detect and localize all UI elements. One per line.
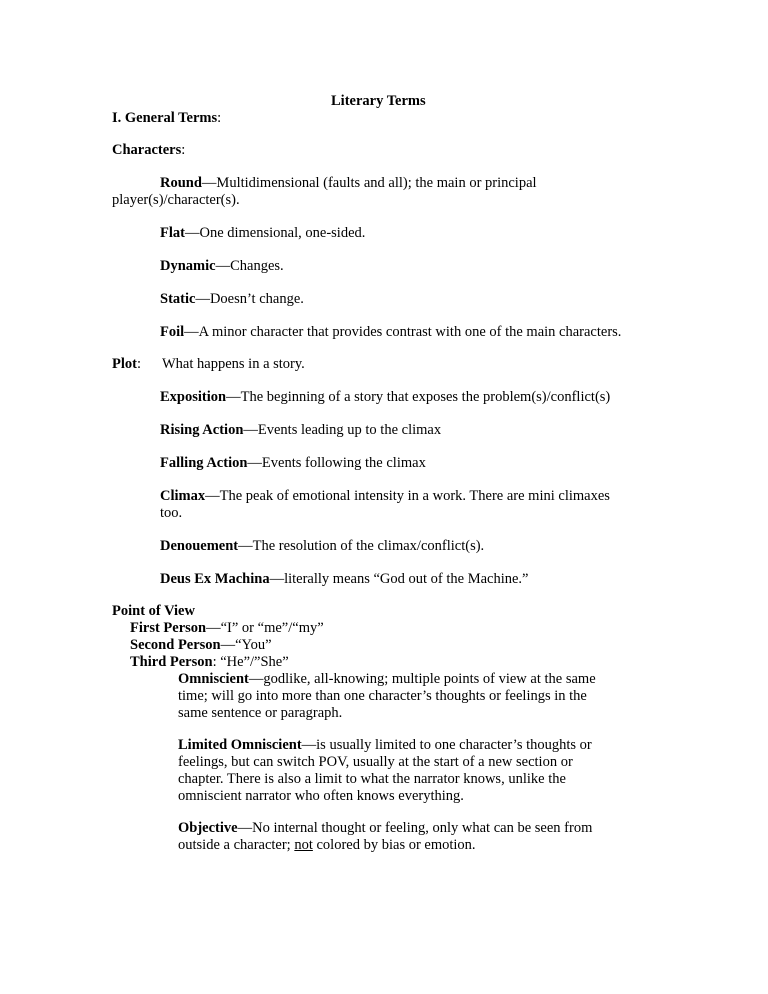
term-falling-action: Falling Action—Events following the climax	[160, 455, 426, 471]
term-flat: Flat—One dimensional, one-sided.	[160, 225, 366, 241]
term-climax-continued: too.	[160, 505, 183, 521]
term-omniscient-line3: same sentence or paragraph.	[178, 705, 343, 721]
page-title: Literary Terms	[331, 93, 426, 109]
term-first-person: First Person—“I” or “me”/“my”	[130, 620, 324, 636]
term-limited-omniscient-line3: chapter. There is also a limit to what the narrator knows, unlike the	[178, 771, 566, 787]
term-deus-ex-machina: Deus Ex Machina—literally means “God out of the Machine.”	[160, 571, 529, 587]
term-limited-omniscient: Limited Omniscient—is usually limited to one character’s thoughts or	[178, 737, 592, 753]
term-omniscient-line2: time; will go into more than one character’s thoughts or feelings in the	[178, 688, 587, 704]
term-objective: Objective—No internal thought or feeling, only what can be seen from	[178, 820, 593, 836]
plot-heading: Plot:	[112, 356, 141, 372]
term-second-person: Second Person—“You”	[130, 637, 272, 653]
term-rising-action: Rising Action—Events leading up to the climax	[160, 422, 442, 438]
characters-heading: Characters:	[112, 142, 186, 158]
term-denouement: Denouement—The resolution of the climax/conflict(s).	[160, 538, 485, 554]
section-heading-general-terms: I. General Terms:	[112, 110, 222, 126]
plot-description: What happens in a story.	[162, 356, 305, 372]
term-round-continued: player(s)/character(s).	[112, 192, 240, 208]
term-objective-line2: outside a character; not colored by bias or emotion.	[178, 837, 476, 853]
term-limited-omniscient-line4: omniscient narrator who often knows everything.	[178, 788, 464, 804]
term-climax: Climax—The peak of emotional intensity in a work. There are mini climaxes	[160, 488, 610, 504]
term-omniscient: Omniscient—godlike, all-knowing; multiple points of view at the same	[178, 671, 596, 687]
term-round: Round—Multidimensional (faults and all); the main or principal	[160, 175, 537, 191]
term-dynamic: Dynamic—Changes.	[160, 258, 284, 274]
point-of-view-heading: Point of View	[112, 603, 195, 619]
term-foil: Foil—A minor character that provides contrast with one of the main characters.	[160, 324, 622, 340]
term-static: Static—Doesn’t change.	[160, 291, 304, 307]
term-limited-omniscient-line2: feelings, but can switch POV, usually at the start of a new section or	[178, 754, 573, 770]
term-third-person: Third Person: “He”/”She”	[130, 654, 289, 670]
term-exposition: Exposition—The beginning of a story that exposes the problem(s)/conflict(s)	[160, 389, 611, 405]
